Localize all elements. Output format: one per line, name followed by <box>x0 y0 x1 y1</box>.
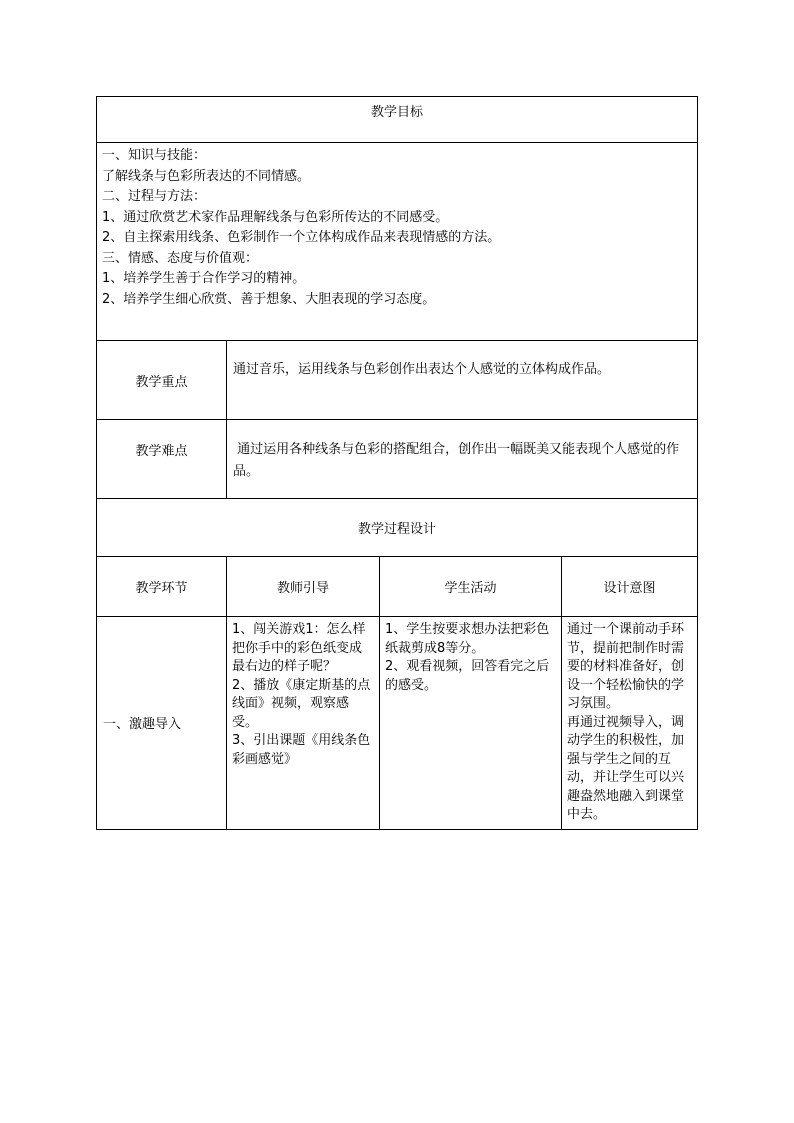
column-header-student <box>380 557 562 617</box>
column-header-text: 学生活动 <box>444 581 497 596</box>
stage-cell <box>97 617 227 830</box>
objective-line: 二、过程与方法： <box>102 189 207 204</box>
teacher-step: 2、播放《康定斯基的点线面》视频，观察感受。 <box>232 677 371 730</box>
objectives-header <box>97 97 698 143</box>
key-point-label-text: 教学重点 <box>135 374 188 390</box>
column-header-teacher <box>227 557 380 617</box>
key-point-label <box>97 341 227 420</box>
objective-line: 2、培养学生细心欣赏、善于想象、大胆表现的学习态度。 <box>102 291 436 307</box>
intent-cell <box>562 617 698 830</box>
difficulty-text: 通过运用各种线条与色彩的搭配组合，创作出一幅既美又能表现个人感觉的作品。 <box>233 442 680 479</box>
difficulty-label <box>97 420 227 499</box>
objective-line: 2、自主探索用线条、色彩制作一个立体构成作品来表现情感的方法。 <box>102 230 501 245</box>
objective-line: 1、通过欣赏艺术家作品理解线条与色彩所传达的不同感受。 <box>102 209 449 225</box>
process-header <box>97 499 698 557</box>
column-header-text: 设计意图 <box>603 581 656 596</box>
column-header-stage <box>97 557 227 617</box>
process-header-text: 教学过程设计 <box>358 522 437 537</box>
objective-line: 1、培养学生善于合作学习的精神。 <box>102 271 306 286</box>
difficulty-content <box>227 420 698 499</box>
intent-text: 再通过视频导入，调动学生的积极性，加强与学生之间的互动，并让学生可以兴趣盎然地融入到课堂中去。 <box>567 714 685 822</box>
intent-text: 通过一个课前动手环节，提前把制作时需要的材料准备好，创设一个轻松愉快的学习氛围。 <box>567 622 685 711</box>
teacher-step: 3、引出课题《用线条色彩画感觉》 <box>232 733 371 767</box>
teacher-step: 1、闯关游戏1：怎么样把你手中的彩色纸变成最右边的样子呢？ <box>232 622 366 674</box>
key-point-text: 通过音乐，运用线条与色彩创作出表达个人感觉的立体构成作品。 <box>233 362 611 377</box>
student-step: 2、观看视频，回答看完之后的感受。 <box>385 659 550 693</box>
table-row <box>97 617 698 830</box>
column-header-text: 教师引导 <box>276 581 329 596</box>
objective-line: 一、知识与技能： <box>102 148 207 163</box>
stage-text: 一、激趣导入 <box>103 717 182 733</box>
column-header-intent <box>562 557 698 617</box>
lesson-plan-table <box>96 96 698 830</box>
objectives-content <box>97 143 698 341</box>
student-step: 1、学生按要求想办法把彩色纸裁剪成8等分。 <box>385 622 550 656</box>
objective-line: 三、情感、态度与价值观： <box>102 250 259 266</box>
objective-line: 了解线条与色彩所表达的不同情感。 <box>102 168 311 184</box>
student-cell <box>380 617 562 830</box>
key-point-content <box>227 341 698 420</box>
column-header-text: 教学环节 <box>135 581 188 596</box>
teacher-cell <box>227 617 380 830</box>
difficulty-label-text: 教学难点 <box>135 444 188 459</box>
objectives-header-text: 教学目标 <box>371 105 424 120</box>
